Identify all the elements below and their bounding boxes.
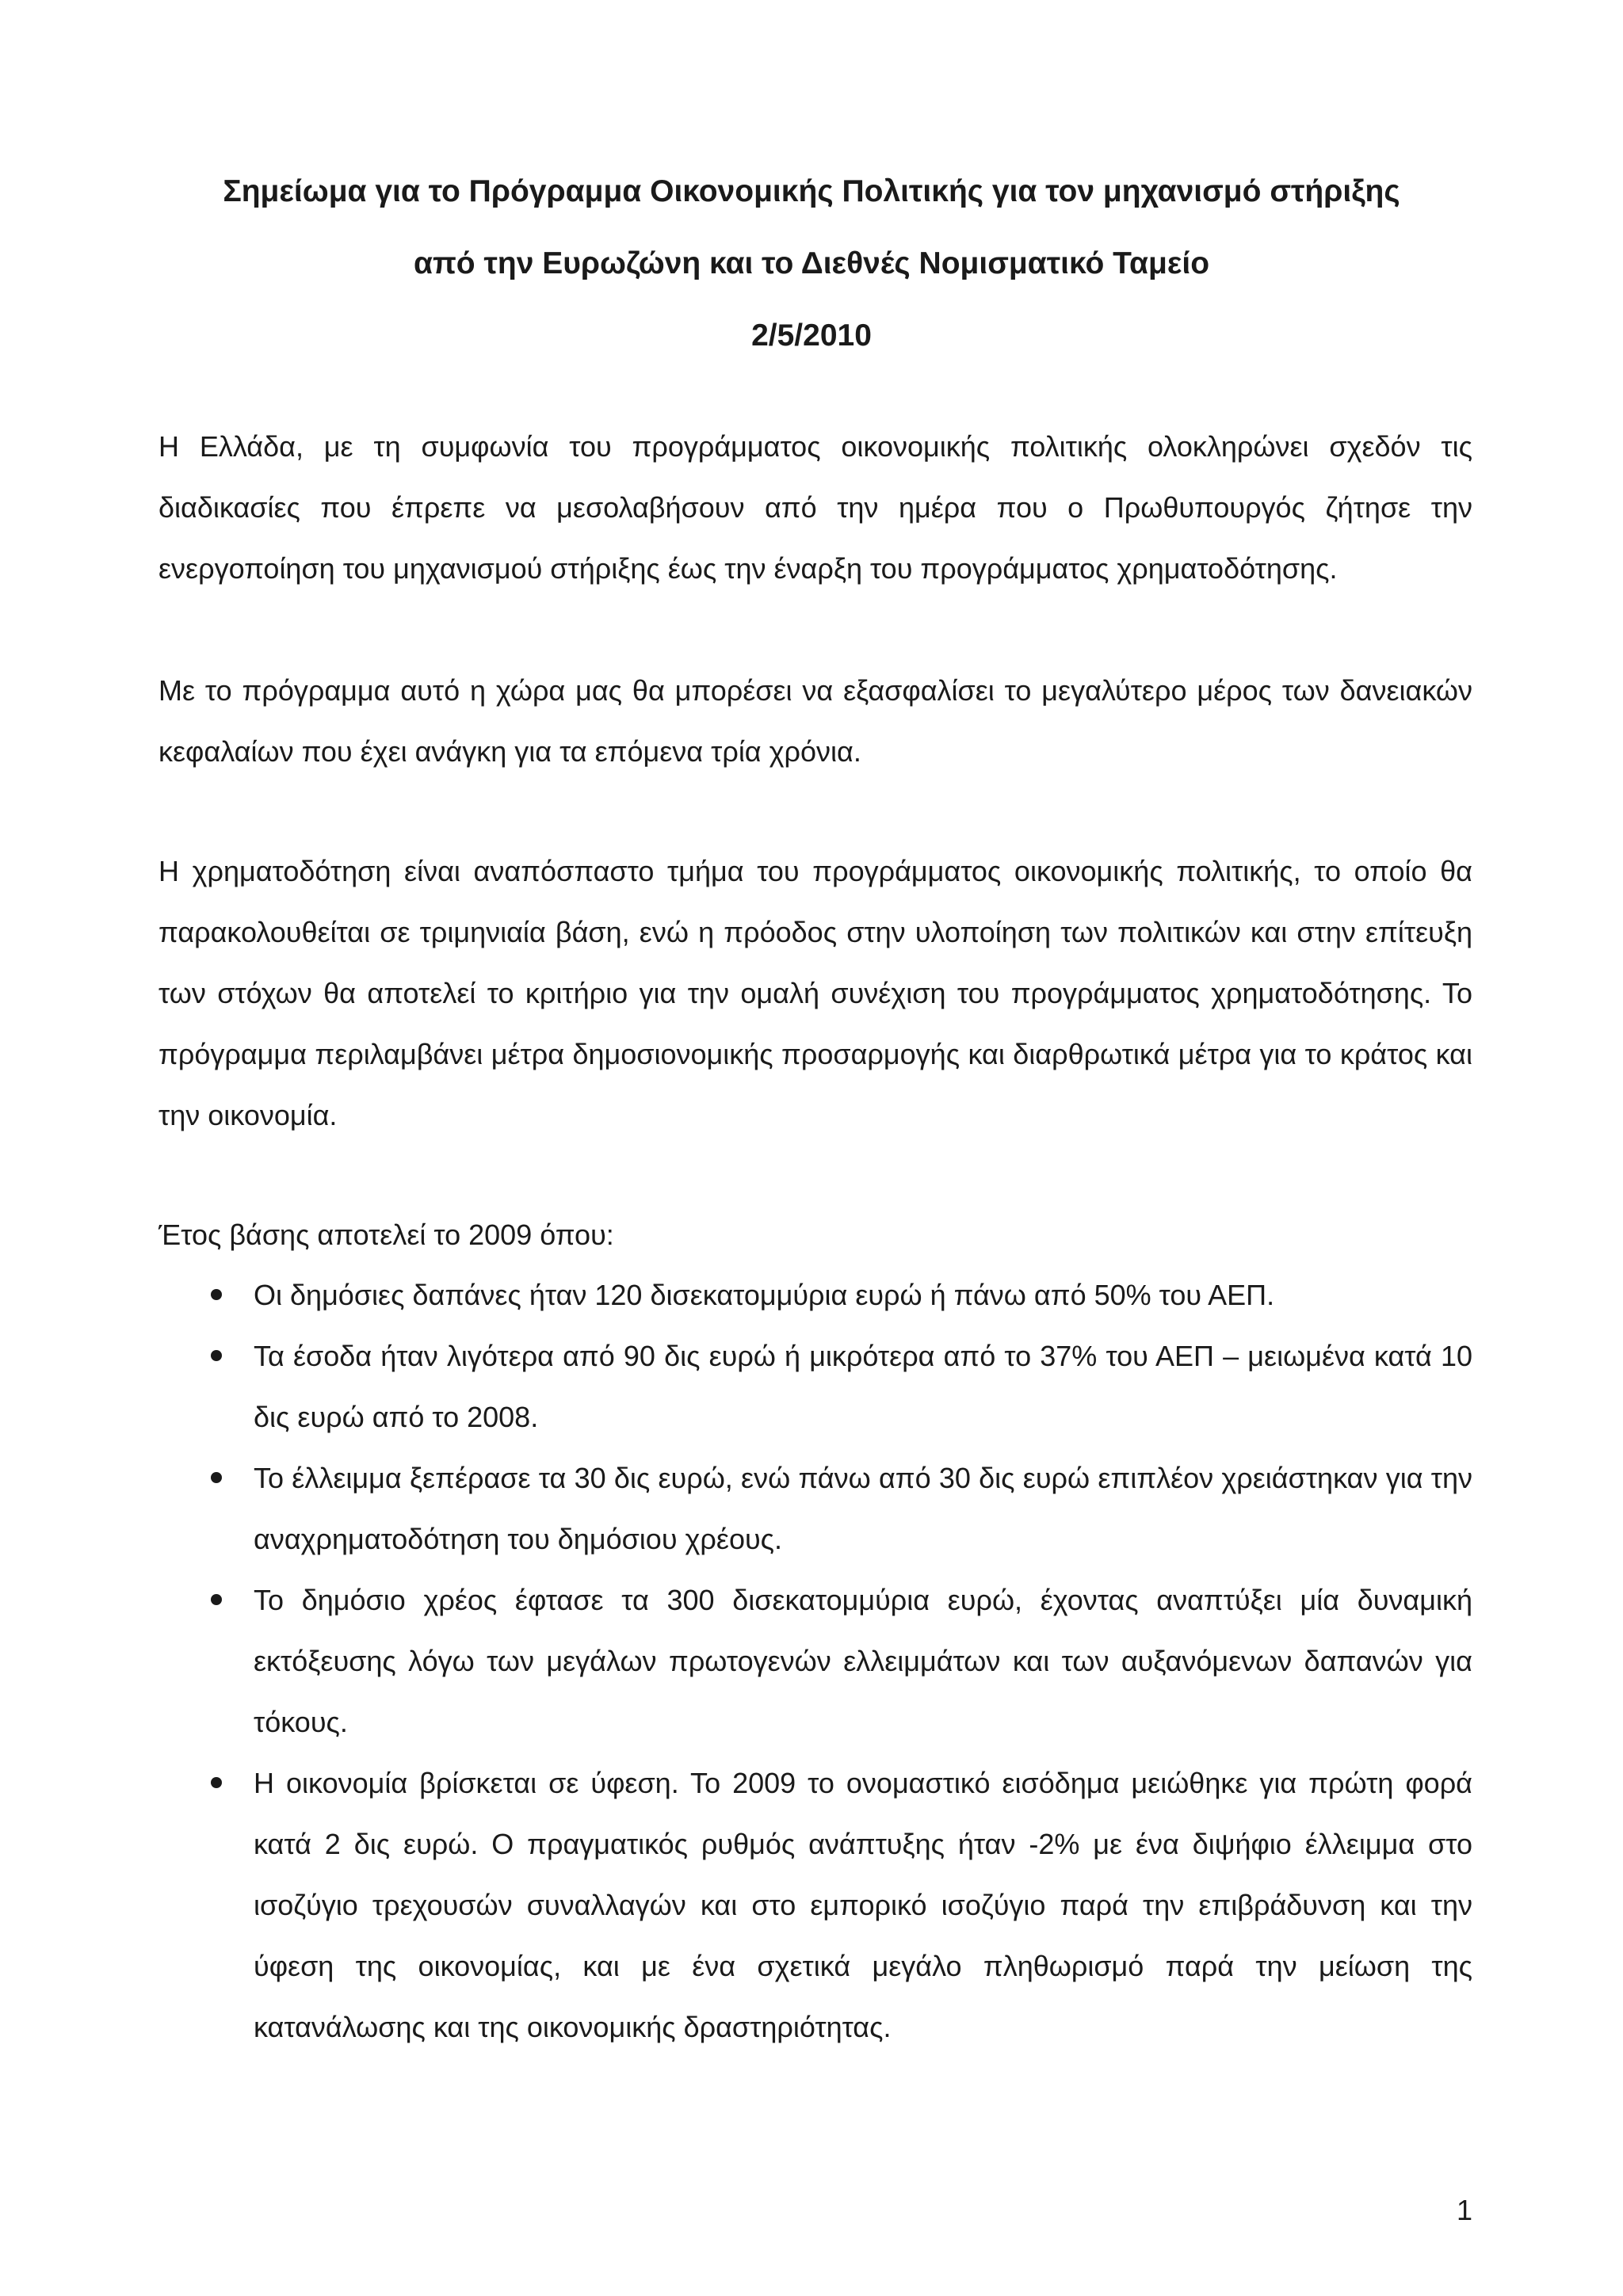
list-item-text: Τα έσοδα ήταν λιγότερα από 90 δις ευρώ ή μικρότερα από το 37% του ΑΕΠ – μειωμένα κατά 10 δις ευρώ από το 2008. (254, 1340, 1472, 1433)
document-title (158, 155, 1465, 372)
page-number: 1 (1456, 2194, 1472, 2226)
list-item-text: Η οικονομία βρίσκεται σε ύφεση. Το 2009 το ονομαστικό εισόδημα μειώθηκε για πρώτη φορά κατά 2 δις ευρώ. Ο πραγματικός ρυθμός ανάπτυξης ήταν -2% με ένα διψήφιο έλλειμμα στο ισοζύγιο τρεχουσών συναλλαγών και στο εμπορικό ισοζύγιο παρά την επιβράδυνση και την ύφεση της οικονομίας, και με ένα σχετικά μεγάλο πληθωρισμό παρά την μείωση της κατανάλωσης και της οικονομικής δραστηριότητας. (254, 1767, 1472, 2043)
list-item (158, 1325, 1472, 1447)
title-line-1: Σημείωμα για το Πρόγραμμα Οικονομικής Πολιτικής για τον μηχανισμό στήριξης (223, 174, 1400, 208)
paragraph-base-year: Έτος βάσης αποτελεί το 2009 όπου: (158, 1219, 614, 1251)
list-item-text: Το δημόσιο χρέος έφτασε τα 300 δισεκατομμύρια ευρώ, έχοντας αναπτύξει μία δυναμική εκτόξευσης λόγω των μεγάλων πρωτογενών ελλειμμάτων και των αυξανόμενων δαπανών για τόκους. (254, 1584, 1472, 1738)
list-item (158, 1753, 1472, 2058)
bullet-icon (211, 1472, 222, 1483)
bullet-icon (211, 1350, 222, 1361)
title-line-2: από την Ευρωζώνη και το Διεθνές Νομισματικό Ταμείο (413, 246, 1210, 280)
list-item-text: Το έλλειμμα ξεπέρασε τα 30 δις ευρώ, ενώ πάνω από 30 δις ευρώ επιπλέον χρειάστηκαν για την αναχρηματοδότηση του δημόσιου χρέους. (254, 1462, 1472, 1555)
paragraph-intro: Η Ελλάδα, με τη συμφωνία του προγράμματος οικονομικής πολιτικής ολοκληρώνει σχεδόν τις διαδικασίες που έπρεπε να μεσολαβήσουν από την ημέρα που ο Πρωθυπουργός ζήτησε την ενεργοποίηση του μηχανισμού στήριξης έως την έναρξη του προγράμματος χρηματοδότησης. (158, 430, 1472, 585)
bullet-icon (211, 1289, 222, 1300)
bullet-icon (211, 1594, 222, 1605)
list-item (158, 1264, 1472, 1325)
bullet-icon (211, 1777, 222, 1788)
list-item (158, 1447, 1472, 1569)
list-item (158, 1569, 1472, 1753)
bullet-list (158, 1264, 1472, 2058)
paragraph-program: Η χρηματοδότηση είναι αναπόσπαστο τμήμα του προγράμματος οικονομικής πολιτικής, το οποίο θα παρακολουθείται σε τριμηνιαία βάση, ενώ η πρόοδος στην υλοποίηση των πολιτικών και στην επίτευξη των στόχων θα αποτελεί το κριτήριο για την ομαλή συνέχιση του προγράμματος χρηματοδότησης. Το πρόγραμμα περιλαμβάνει μέτρα δημοσιονομικής προσαρμογής και διαρθρωτικά μέτρα για το κράτος και την οικονομία. (158, 855, 1472, 1131)
title-date: 2/5/2010 (751, 318, 872, 353)
paragraph-funding: Με το πρόγραμμα αυτό η χώρα μας θα μπορέσει να εξασφαλίσει το μεγαλύτερο μέρος των δανειακών κεφαλαίων που έχει ανάγκη για τα επόμενα τρία χρόνια. (158, 674, 1472, 768)
list-item-text: Οι δημόσιες δαπάνες ήταν 120 δισεκατομμύρια ευρώ ή πάνω από 50% του ΑΕΠ. (254, 1279, 1275, 1311)
